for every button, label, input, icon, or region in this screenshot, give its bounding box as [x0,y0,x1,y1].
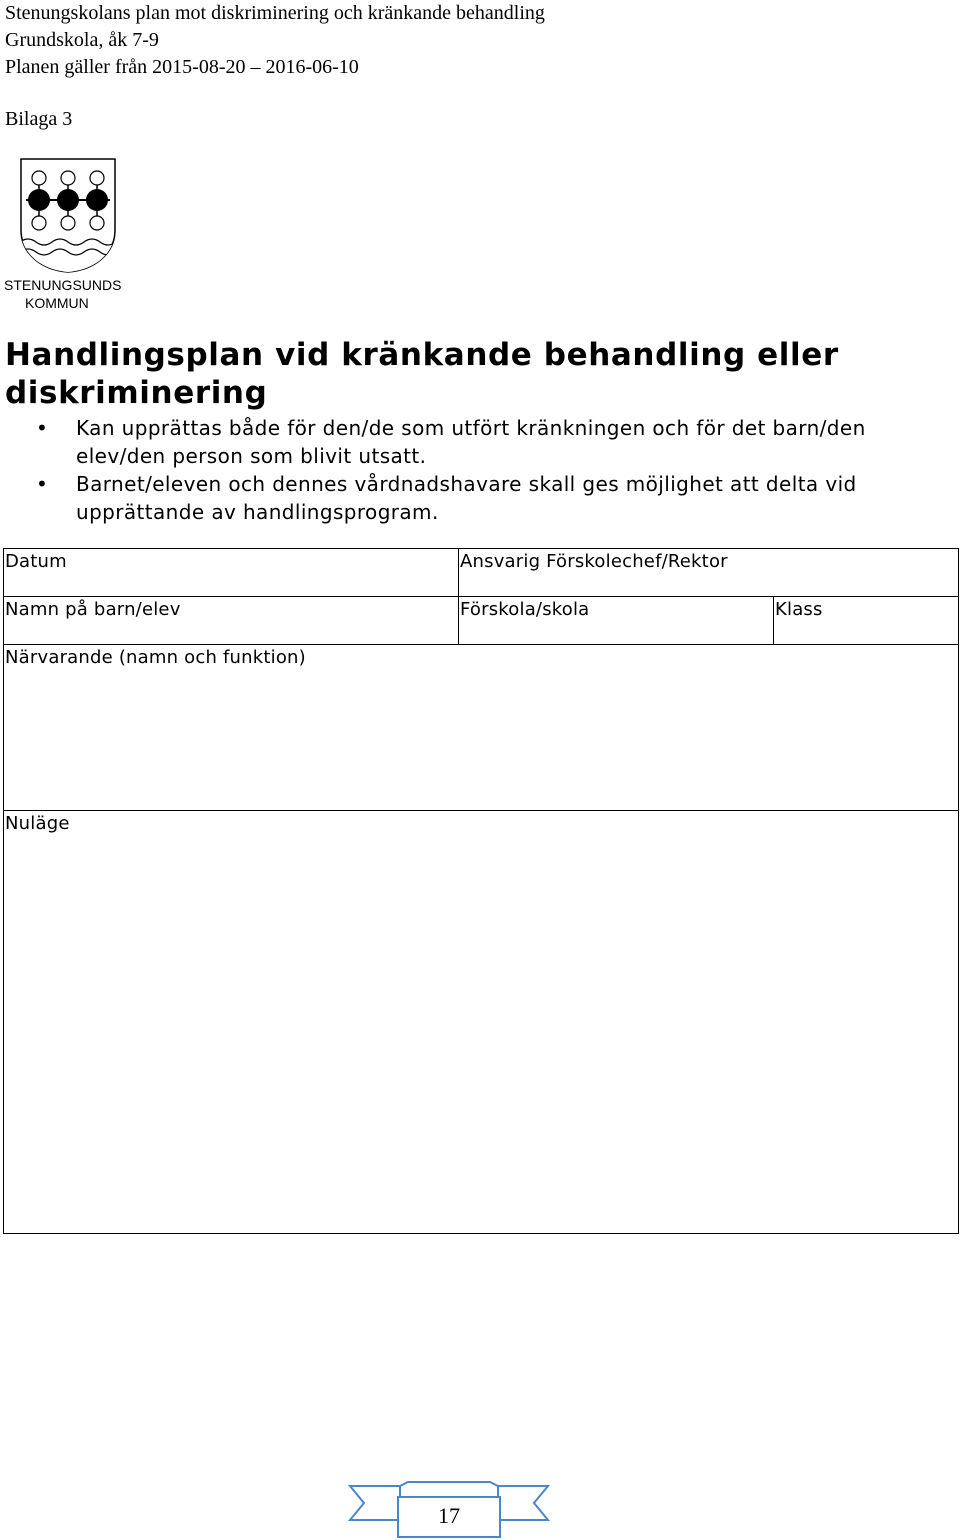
bullet-icon: • [36,472,49,496]
header-validity: Planen gäller från 2015-08-20 – 2016-06-10 [5,56,359,78]
class-field[interactable] [774,597,959,645]
student-name-label: Namn på barn/elev [5,599,181,620]
attendees-field[interactable] [4,645,959,811]
list-item [5,470,935,526]
municipality-name [4,276,144,312]
class-label: Klass [775,599,823,620]
student-name-field[interactable] [4,597,459,645]
date-label: Datum [5,551,67,572]
header-plan-title: Stenungskolans plan mot diskriminering och kränkande behandling [5,2,545,24]
responsible-principal-field[interactable] [459,549,959,597]
municipality-name-line2: KOMMUN [25,295,89,311]
responsible-principal-label: Ansvarig Förskolechef/Rektor [460,551,728,572]
list-item-text: Barnet/eleven och dennes vårdnadshavare skall ges möjlighet att delta vid upprättande av handlingsprogram. [76,472,857,524]
appendix-label: Bilaga 3 [5,108,73,130]
school-label: Förskola/skola [460,599,590,620]
municipality-name-line1: STENUNGSUNDS [4,277,122,293]
school-field[interactable] [459,597,774,645]
action-plan-form [3,548,959,1234]
attendees-label: Närvarande (namn och funktion) [5,647,306,668]
current-situation-label: Nuläge [5,813,70,834]
document-header [5,0,545,81]
bullet-icon: • [36,416,49,440]
page-number: 17 [438,1503,460,1528]
header-school-level: Grundskola, åk 7-9 [5,29,159,51]
list-item [5,414,935,470]
current-situation-field[interactable] [4,811,959,1234]
coat-of-arms-icon [20,158,116,274]
date-field[interactable] [4,549,459,597]
instruction-list [5,414,935,526]
page-title: Handlingsplan vid kränkande behandling eller diskriminering [5,337,839,411]
list-item-text: Kan upprättas både för den/de som utfört kränkningen och för det barn/den elev/den person som blivit utsatt. [76,416,866,468]
